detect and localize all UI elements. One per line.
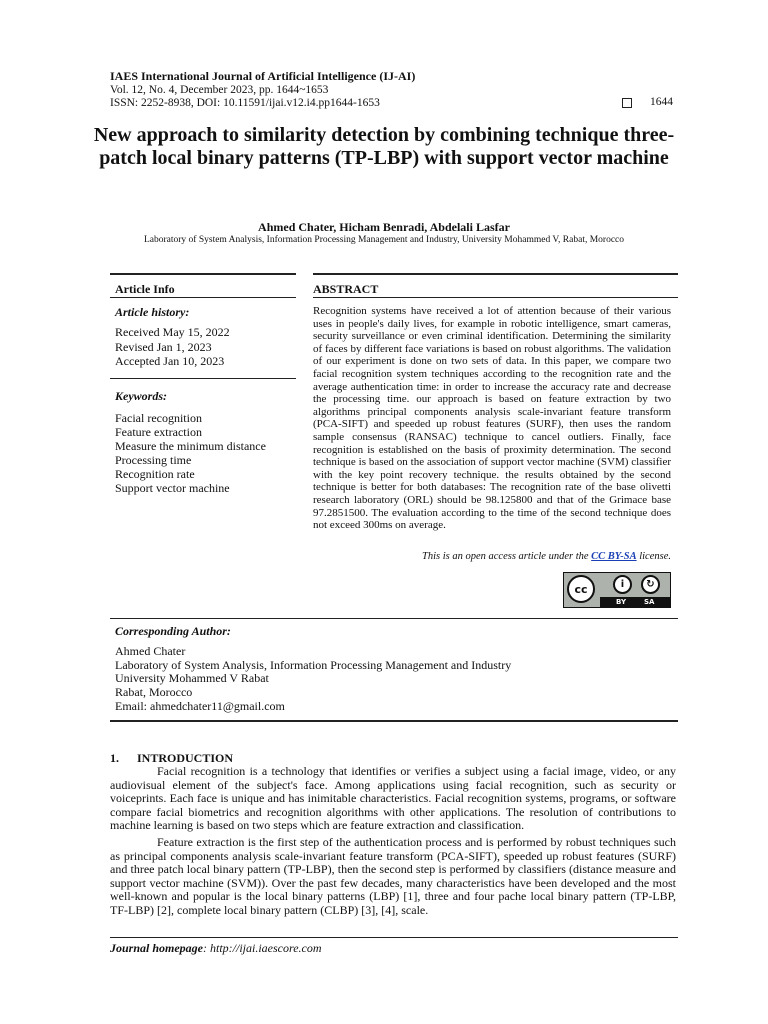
cc-icon: cc <box>567 575 595 603</box>
revised-date: Revised Jan 1, 2023 <box>115 340 212 354</box>
corresponding-details <box>115 645 511 714</box>
issn-doi: ISSN: 2252-8938, DOI: 10.11591/ijai.v12.i4.pp1644-1653 <box>110 97 380 109</box>
divider <box>110 720 678 722</box>
divider <box>110 297 296 298</box>
open-access-suffix: license. <box>636 551 671 562</box>
authors: Ahmed Chater, Hicham Benradi, Abdelali Lasfar <box>258 220 510 234</box>
history-heading: Article history: <box>115 305 190 319</box>
divider <box>313 273 678 275</box>
keyword: Support vector machine <box>115 481 230 495</box>
author-university: University Mohammed V Rabat <box>115 671 269 686</box>
corresponding-heading: Corresponding Author: <box>115 624 231 638</box>
journal-homepage-label: Journal homepage <box>110 941 204 955</box>
footer-divider <box>110 937 678 938</box>
keyword: Measure the minimum distance <box>115 439 266 453</box>
by-label: BY <box>616 598 627 606</box>
footer <box>110 941 322 956</box>
author-city: Rabat, Morocco <box>115 685 193 700</box>
person-icon: i <box>613 575 632 594</box>
keywords-heading: Keywords: <box>115 389 167 403</box>
paper-title: New approach to similarity detection by combining technique three-patch local binary patterns (TP-LBP) with support vector machine <box>93 124 675 169</box>
accepted-date: Accepted Jan 10, 2023 <box>115 354 225 368</box>
square-icon <box>622 98 632 108</box>
received-date: Received May 15, 2022 <box>115 325 230 339</box>
keyword: Processing time <box>115 453 192 467</box>
keyword: Recognition rate <box>115 467 195 481</box>
intro-paragraph-2: Feature extraction is the first step of the authentication process and is performed by robust techniques such as principal components analysis scale-invariant feature transform (PCA-SIFT), speeded up robust features (SURF) and three patch local binary pattern (TP-LBP), then the second step is performed by classifiers (distance measure and support vector machine (SVM)). Over the past few decades, many characteristics have been developed and the most well-known and popular is the local binary patterns (LBP) [1], three and four pache local binary pattern (TP-LBP, TF-LBP) [2], complete local binary pattern (CLBP) [3], [4], scale. <box>110 835 676 917</box>
sa-label: SA <box>644 598 655 606</box>
license-link[interactable]: CC BY-SA <box>591 551 637 562</box>
intro-heading: 1. INTRODUCTION <box>110 751 234 765</box>
abstract-heading: ABSTRACT <box>313 282 379 296</box>
abstract-text: Recognition systems have received a lot of attention because of their various uses in people's daily lives, for example in robotic intelligence, smart cameras, security surveillance or even criminal identification. Determining the similarity of faces by different face variations is based on robust algorithms. The validation of our experiment is done on two sets of data. In this paper, we compare two facial recognition system techniques according to the recognition rate and the average authentication time: in order to increase the accuracy rate and decrease the processing time. our approach is based on feature extraction by two algorithms principal components analysis scale-invariant feature transform (PCA-SIFT) and speeded up robust features (SURF), then uses the random sample consensus (RANSAC) technique to cancel outliers. Finally, face recognition is established on the basis of proximity determination. The second technique is based on the association of support vector machine (SVM) classifier with the key point recovery technique. the results obtained by the second technique is better for both databases: The recognition rate of the base olivetti research laboratory (ORL) should be 98.125800 and that of the Grimace base 97.2851500. The evaluation according to the time of the second technique does not exceed 300ms on average. <box>313 305 671 532</box>
divider <box>313 297 678 298</box>
badge-strip <box>600 597 670 607</box>
article-info-heading: Article Info <box>115 282 175 296</box>
cc-by-sa-badge[interactable] <box>563 572 671 608</box>
page-number: 1644 <box>650 96 673 108</box>
author-name: Ahmed Chater <box>115 644 186 658</box>
affiliation: Laboratory of System Analysis, Information Processing Management and Industry, University Mohammed V, Rabat, Morocco <box>143 235 625 245</box>
keyword: Facial recognition <box>115 411 202 425</box>
open-access-prefix: This is an open access article under the <box>422 551 592 562</box>
share-alike-icon: ↻ <box>641 575 660 594</box>
divider <box>110 618 678 619</box>
open-access-note <box>313 551 671 562</box>
intro-paragraph-1: Facial recognition is a technology that identifies or verifies a subject using a facial image, video, or any audiovisual element of the subject's face. Among applications using facial recognition, such as security or voiceprints. Each face is unique and has inimitable characteristics. Facial recognition systems, programs, or software compare facial biometrics and recognition algorithms with other applications. The resolution of contributions to machine learning is based on two steps which are feature extraction and classification. <box>110 764 676 833</box>
divider <box>110 273 296 275</box>
author-lab: Laboratory of System Analysis, Information Processing Management and Industry <box>115 657 512 672</box>
keyword: Feature extraction <box>115 425 202 439</box>
journal-homepage-url[interactable]: : http://ijai.iaescore.com <box>203 941 322 955</box>
author-email: Email: ahmedchater11@gmail.com <box>115 698 285 713</box>
divider <box>110 378 296 379</box>
volume-info: Vol. 12, No. 4, December 2023, pp. 1644~1653 <box>110 84 329 96</box>
journal-name: IAES International Journal of Artificial Intelligence (IJ-AI) <box>110 69 416 83</box>
